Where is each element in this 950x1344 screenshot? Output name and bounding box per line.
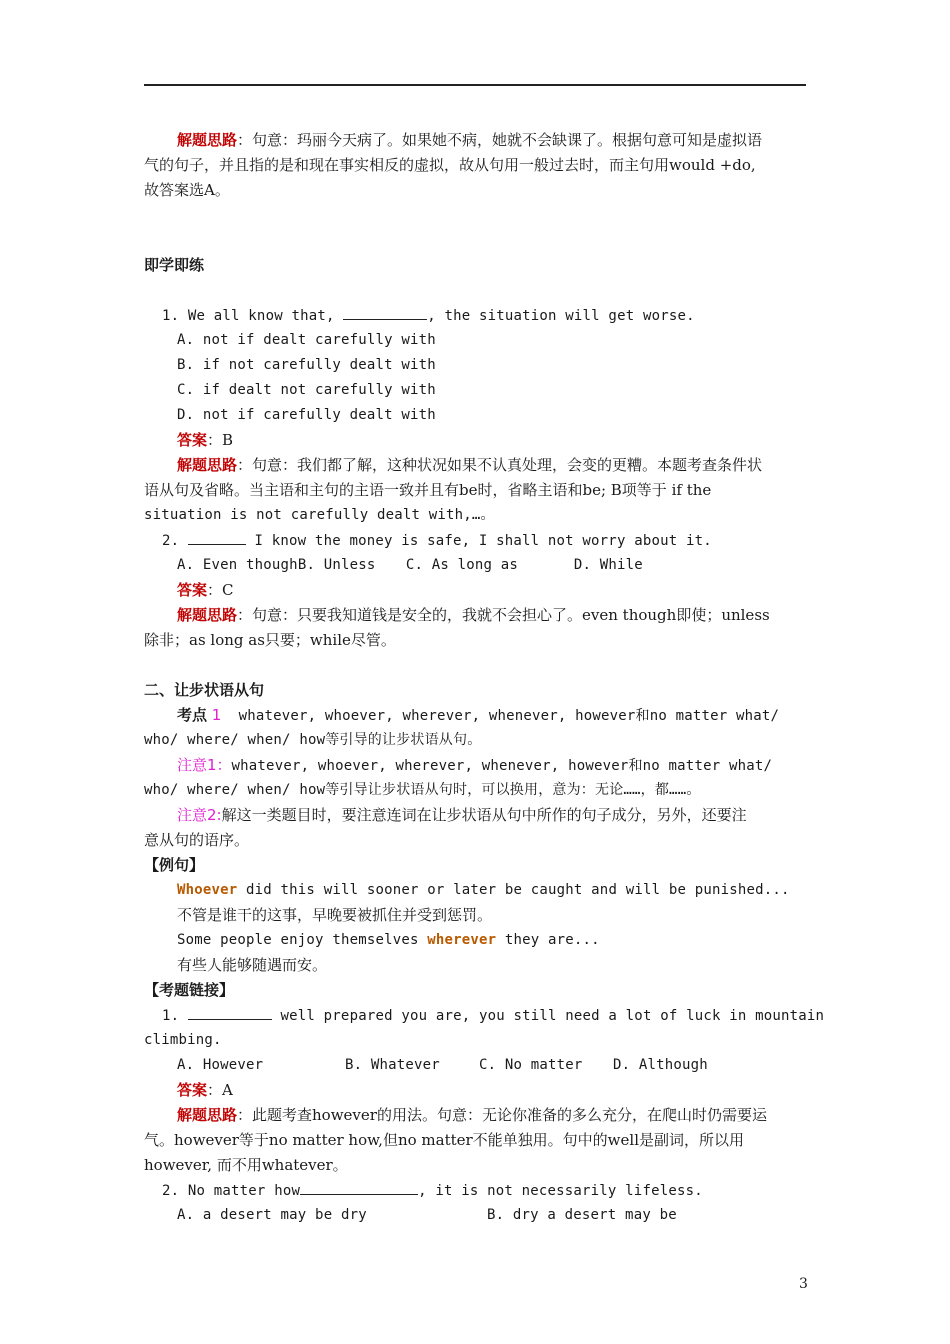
section2-note2-1: 注意2:解这一类题目时，要注意连词在让步状语从句中所作的句子成分，另外，还要注 <box>177 806 747 824</box>
example-2-en: Some people enjoy themselves wherever they are... <box>177 932 600 948</box>
practice-q1-answer: 答案：B <box>177 431 234 449</box>
practice-q2-explain-2: 除非；as long as只要；while尽管。 <box>144 631 396 649</box>
intro-line-1: 解题思路：句意：玛丽今天病了。如果她不病，她就不会缺课了。根据句意可知是虚拟语 <box>177 131 763 149</box>
page-number: 3 <box>799 1276 808 1292</box>
practice-q2-options: A. Even thoughB. Unless C. As long as D. While <box>177 557 643 573</box>
example-1-en: Whoever did this will sooner or later be caught and will be punished... <box>177 882 790 898</box>
section2-note1-2: who/ where/ when/ how等引导让步状语从句时，可以换用，意为：无论……，都……。 <box>144 782 701 798</box>
example-2-cn: 有些人能够随遇而安。 <box>177 956 328 974</box>
exam-q2-stem: 2. No matter how , it is not necessarily lifeless. <box>162 1180 824 1201</box>
practice-q2-stem: 2. I know the money is safe, I shall not worry about it. <box>162 530 824 551</box>
examples-heading: 【例句】 <box>144 856 205 874</box>
exam-q1-cont: climbing. <box>144 1032 222 1048</box>
section2-note2-2: 意从句的语序。 <box>144 831 250 849</box>
exam-q1-answer: 答案：A <box>177 1081 233 1099</box>
exam-q1-explain-1: 解题思路：此题考查however的用法。句意：无论你准备的多么充分，在爬山时仍需要运 <box>177 1106 767 1124</box>
exam-q1-options: A. However B. Whatever C. No matter D. Although <box>177 1057 708 1073</box>
practice-q1-explain-3: situation is not carefully dealt with,…。 <box>144 507 495 523</box>
practice-q1-option-b: B. if not carefully dealt with <box>177 357 436 373</box>
practice-q1-option-d: D. not if carefully dealt with <box>177 407 436 423</box>
section2-point-1: 考点 1 whatever, whoever, wherever, whenever, however和no matter what/ <box>177 706 780 724</box>
practice-q1-explain-2: 语从句及省略。当主语和主句的主语一致并且有be时，省略主语和be; B项等于 if the <box>144 481 712 499</box>
header-rule <box>144 84 806 86</box>
answer-blank <box>188 530 246 545</box>
intro-line-2: 气的句子，并且指的是和现在事实相反的虚拟，故从句用一般过去时，而主句用would +do, <box>144 156 756 174</box>
exam-q1-explain-3: however, 而不用whatever。 <box>144 1156 348 1174</box>
section2-point-2: who/ where/ when/ how等引导的让步状语从句。 <box>144 732 482 748</box>
practice-q1-option-c: C. if dealt not carefully with <box>177 382 436 398</box>
section2-note1-1: 注意1：whatever, whoever, wherever, whenever, however和no matter what/ <box>177 756 773 774</box>
exam-q1-explain-2: 气。however等于no matter how,但no matter不能单独用。句中的well是副词，所以用 <box>144 1131 744 1149</box>
practice-q1-option-a: A. not if dealt carefully with <box>177 332 436 348</box>
practice-q1-explain-1: 解题思路：句意：我们都了解，这种状况如果不认真处理，会变的更糟。本题考查条件状 <box>177 456 763 474</box>
answer-blank <box>188 1005 272 1020</box>
practice-q2-answer: 答案：C <box>177 581 234 599</box>
answer-blank <box>343 305 427 320</box>
intro-line-3: 故答案选A。 <box>144 181 230 199</box>
example-1-cn: 不管是谁干的这事，早晚要被抓住并受到惩罚。 <box>177 906 493 924</box>
answer-blank <box>300 1180 418 1195</box>
section2-heading: 二、让步状语从句 <box>144 681 265 699</box>
practice-q1-stem: 1. We all know that, , the situation will get worse. <box>162 305 824 326</box>
exam-q2-options: A. a desert may be dry B. dry a desert may be <box>177 1207 677 1223</box>
exam-q1-stem: 1. well prepared you are, you still need a lot of luck in mountain <box>162 1005 824 1026</box>
practice-q2-explain-1: 解题思路：句意：只要我知道钱是安全的，我就不会担心了。even though即使；unless <box>177 606 770 624</box>
practice-heading: 即学即练 <box>144 256 205 274</box>
exam-heading: 【考题链接】 <box>144 981 235 999</box>
